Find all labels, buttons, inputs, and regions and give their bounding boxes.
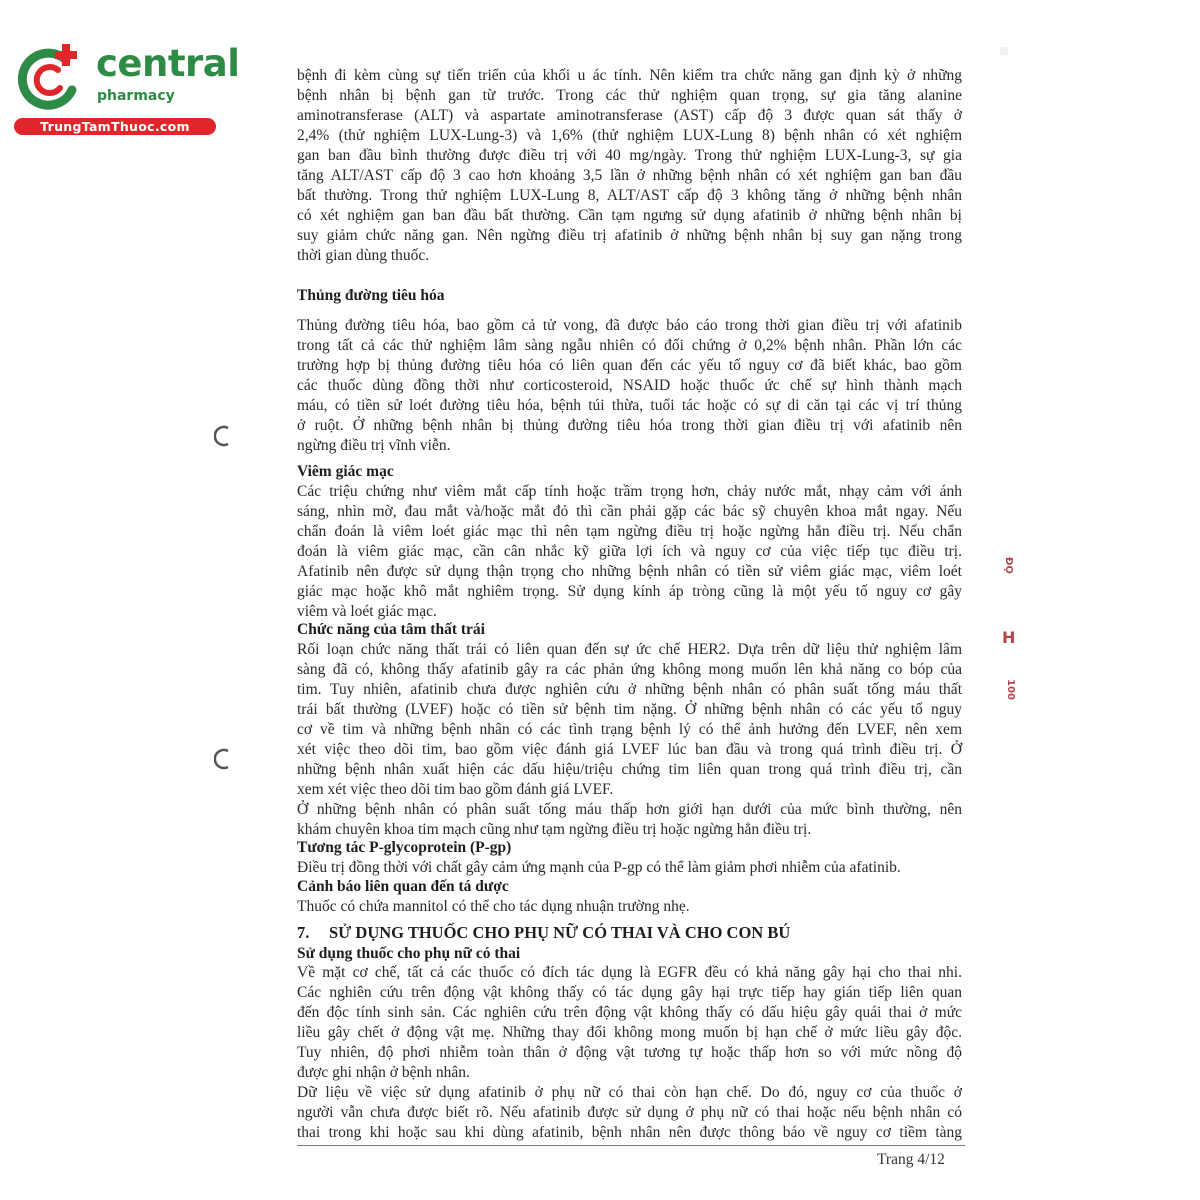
text-line: khám chuyên khoa tim mạch cũng như tạm ngừng điều trị hoặc ngừng hẳn điều trị. bbox=[297, 821, 812, 838]
text-line: chẩn đoán là viêm loét giác mạc thì nên tạm ngừng điều trị hoặc ngừng hẳn điều trị. Nếu chẩn bbox=[297, 523, 962, 540]
heading-left-ventricular: Chức năng của tâm thất trái bbox=[297, 621, 485, 638]
section-title: SỬ DỤNG THUỐC CHO PHỤ NỮ CÓ THAI VÀ CHO CON BÚ bbox=[329, 923, 791, 942]
punch-hole-icon bbox=[214, 425, 232, 447]
punch-hole-icon bbox=[214, 748, 232, 770]
text-line: Các nghiên cứu trên động vật không thấy có tác dụng gây hại trực tiếp hay gián tiếp liên quan bbox=[297, 984, 962, 1001]
text-line: trái bất thường (LVEF) hoặc có tiền sử bệnh tim nặng. Ở những bệnh nhân có các yếu tố nguy bbox=[297, 701, 962, 718]
text-line: sàng đã có, không thấy afatinib gây ra các phản ứng không mong muốn lên khả năng co bóp của bbox=[297, 661, 962, 678]
footer-divider bbox=[297, 1145, 965, 1146]
text-line: Thủng đường tiêu hóa, bao gồm cả tử vong, đã được báo cáo trong thời gian điều trị với afatinib bbox=[297, 317, 962, 334]
text-line: các thuốc dùng đồng thời như corticosteroid, NSAID hoặc thuốc ức chế sự hình thành mạch bbox=[297, 377, 962, 394]
logo-brand-text: central bbox=[96, 42, 240, 85]
text-line: Afatinib nên được sử dụng thận trọng cho những bệnh nhân có tiền sử viêm giác mạc, viêm loét bbox=[297, 563, 962, 580]
text-line: thời gian dùng thuốc. bbox=[297, 247, 430, 264]
stamp-mark-top: ĐỌ bbox=[1002, 557, 1014, 574]
logo-sub-text: pharmacy bbox=[97, 88, 175, 104]
text-line: những bệnh nhân xuất hiện các dấu hiệu/triệu chứng tim liên quan trong quá trình điều trị, cần bbox=[297, 761, 962, 778]
heading-pregnancy: Sử dụng thuốc cho phụ nữ có thai bbox=[297, 945, 521, 962]
scan-artifact bbox=[1000, 47, 1008, 55]
text-line: trường hợp bị thủng đường tiêu hóa có liên quan đến các yếu tố nguy cơ đã biết khác, bao gồm bbox=[297, 357, 962, 374]
text-line: suy giảm chức năng gan. Nên ngừng điều trị afatinib ở những bệnh nhân bị suy gan nặng trong bbox=[297, 227, 962, 244]
heading-pgp-interaction: Tương tác P-glycoprotein (P-gp) bbox=[297, 839, 512, 856]
text-line: Dữ liệu về việc sử dụng afatinib ở phụ nữ có thai còn hạn chế. Do đó, nguy cơ của thuốc ở bbox=[297, 1084, 962, 1101]
stamp-mark-middle: H bbox=[1002, 628, 1016, 647]
heading-excipient-warning: Cảnh báo liên quan đến tá dược bbox=[297, 878, 509, 895]
text-line: Các triệu chứng như viêm mắt cấp tính hoặc trầm trọng hơn, chảy nước mắt, nhạy cảm với ánh bbox=[297, 483, 962, 500]
text-line: được ghi nhận ở bệnh nhân. bbox=[297, 1064, 470, 1081]
text-line: thai trong khi hoặc sau khi dùng afatinib, bệnh nhân nên được thông báo về nguy cơ tiềm tàng bbox=[297, 1124, 962, 1141]
text-line: trong tất cả các thử nghiệm lâm sàng ngẫu nhiên có đối chứng ở 0,2% bệnh nhân. Phần lớn các bbox=[297, 337, 962, 354]
heading-gi-perforation: Thủng đường tiêu hóa bbox=[297, 287, 445, 304]
page-number: Trang 4/12 bbox=[877, 1151, 945, 1168]
text-line: liều gây chết ở động vật mẹ. Những thay đổi không mong muốn bị hạn chế ở mức liều gây độc. bbox=[297, 1024, 962, 1041]
section-number: 7. bbox=[297, 923, 310, 942]
text-line: 2,4% (thử nghiệm LUX-Lung-3) và 1,6% (thử nghiệm LUX-Lung 8) bệnh nhân có xét nghiệm bbox=[297, 127, 962, 144]
text-line: gan ban đầu bình thường được điều trị với 40 mg/ngày. Trong thử nghiệm LUX-Lung-3, sự gia bbox=[297, 147, 962, 164]
text-line: đoán là viêm giác mạc, cần cân nhắc kỹ giữa lợi ích và nguy cơ của việc tiếp tục điều trị. bbox=[297, 543, 962, 560]
text-line: người vẫn chưa được biết rõ. Nếu afatinib được sử dụng ở phụ nữ có thai hoặc nếu bệnh nhân có bbox=[297, 1104, 962, 1121]
text-line: sáng, nhìn mờ, đau mắt và/hoặc mắt đỏ thì cần phải gặp các bác sỹ chuyên khoa mắt ngay. Nếu bbox=[297, 503, 962, 520]
text-line: tim. Tuy nhiên, afatinib chưa được nghiên cứu ở những bệnh nhân có phân suất tống máu thất bbox=[297, 681, 962, 698]
text-line: viêm và loét giác mạc. bbox=[297, 603, 437, 620]
heading-keratitis: Viêm giác mạc bbox=[297, 463, 394, 480]
text-line: máu, có tiền sử loét đường tiêu hóa, bệnh túi thừa, tuổi tác hoặc có sự di căn tại các vị trí thủng bbox=[297, 397, 962, 414]
text-line: Rối loạn chức năng thất trái có liên quan đến sự ức chế HER2. Dựa trên dữ liệu thử nghiệm lâm bbox=[297, 641, 962, 658]
central-pharmacy-logo bbox=[8, 38, 240, 138]
text-line: đến độc tính sinh sản. Các nghiên cứu trên động vật không thấy có dấu hiệu gây quái thai ở mức bbox=[297, 1004, 962, 1021]
text-line: có xét nghiệm gan ban đầu bất thường. Cần tạm ngưng sử dụng afatinib ở những bệnh nhân bị bbox=[297, 207, 962, 224]
text-line: ngừng điều trị vĩnh viễn. bbox=[297, 437, 451, 454]
text-line: xem xét việc theo dõi tim bao gồm đánh giá LVEF. bbox=[297, 781, 614, 798]
text-line: giác mạc hoặc khô mắt nghiêm trọng. Sử dụng kính áp tròng cũng là một yếu tố nguy cơ gây bbox=[297, 583, 962, 600]
stamp-mark-bottom: 100 bbox=[1004, 679, 1016, 700]
text-line: bất thường. Trong thử nghiệm LUX-Lung 8, ALT/AST cấp độ 3 không tăng ở những bệnh nhân bbox=[297, 187, 962, 204]
logo-website-link[interactable]: TrungTamThuoc.com bbox=[14, 118, 216, 135]
text-line: Tuy nhiên, độ phơi nhiễm toàn thân ở động vật tương tự hoặc thấp hơn so với mức nồng độ bbox=[297, 1044, 962, 1061]
text-line: cơ về tim và những bệnh nhân có các tình trạng bệnh lý có thể ảnh hưởng đến LVEF, nên xem bbox=[297, 721, 962, 738]
text-line: Ở những bệnh nhân có phân suất tống máu thấp hơn giới hạn dưới của mức bình thường, nên bbox=[297, 801, 962, 818]
text-line: ở ruột. Ở những bệnh nhân bị thủng đường tiêu hóa trong thời gian điều trị với afatinib nên bbox=[297, 417, 962, 434]
text-line: tăng ALT/AST cấp độ 3 cao hơn khoảng 3,5 lần ở những bệnh nhân có xét nghiệm gan ban đầu bbox=[297, 167, 962, 184]
paragraph-excipient-warning: Thuốc có chứa mannitol có thể cho tác dụng nhuận trường nhẹ. bbox=[297, 898, 690, 915]
text-line: bệnh đi kèm cùng sự tiến triển của khối u ác tính. Nên kiểm tra chức năng gan định kỳ ở những bbox=[297, 67, 962, 84]
text-line: aminotransferase (ALT) và aspartate aminotransferase (AST) cấp độ 3 được quan sát thấy ở bbox=[297, 107, 962, 124]
paragraph-pgp-interaction: Điều trị đồng thời với chất gây cảm ứng mạnh của P-gp có thể làm giảm phơi nhiễm của afatinib. bbox=[297, 859, 901, 876]
section-7-heading bbox=[297, 922, 790, 944]
logo-mark-icon bbox=[14, 42, 86, 114]
text-line: xét việc theo dõi tim, bao gồm việc đánh giá LVEF lúc ban đầu và trong quá trình điều trị. Ở bbox=[297, 741, 962, 758]
text-line: bệnh nhân bị bệnh gan từ trước. Trong các thử nghiệm quan trọng, sự gia tăng alanine bbox=[297, 87, 962, 104]
text-line: Về mặt cơ chế, tất cả các thuốc có đích tác dụng là EGFR đều có khả năng gây hại cho thai nhi. bbox=[297, 964, 962, 981]
